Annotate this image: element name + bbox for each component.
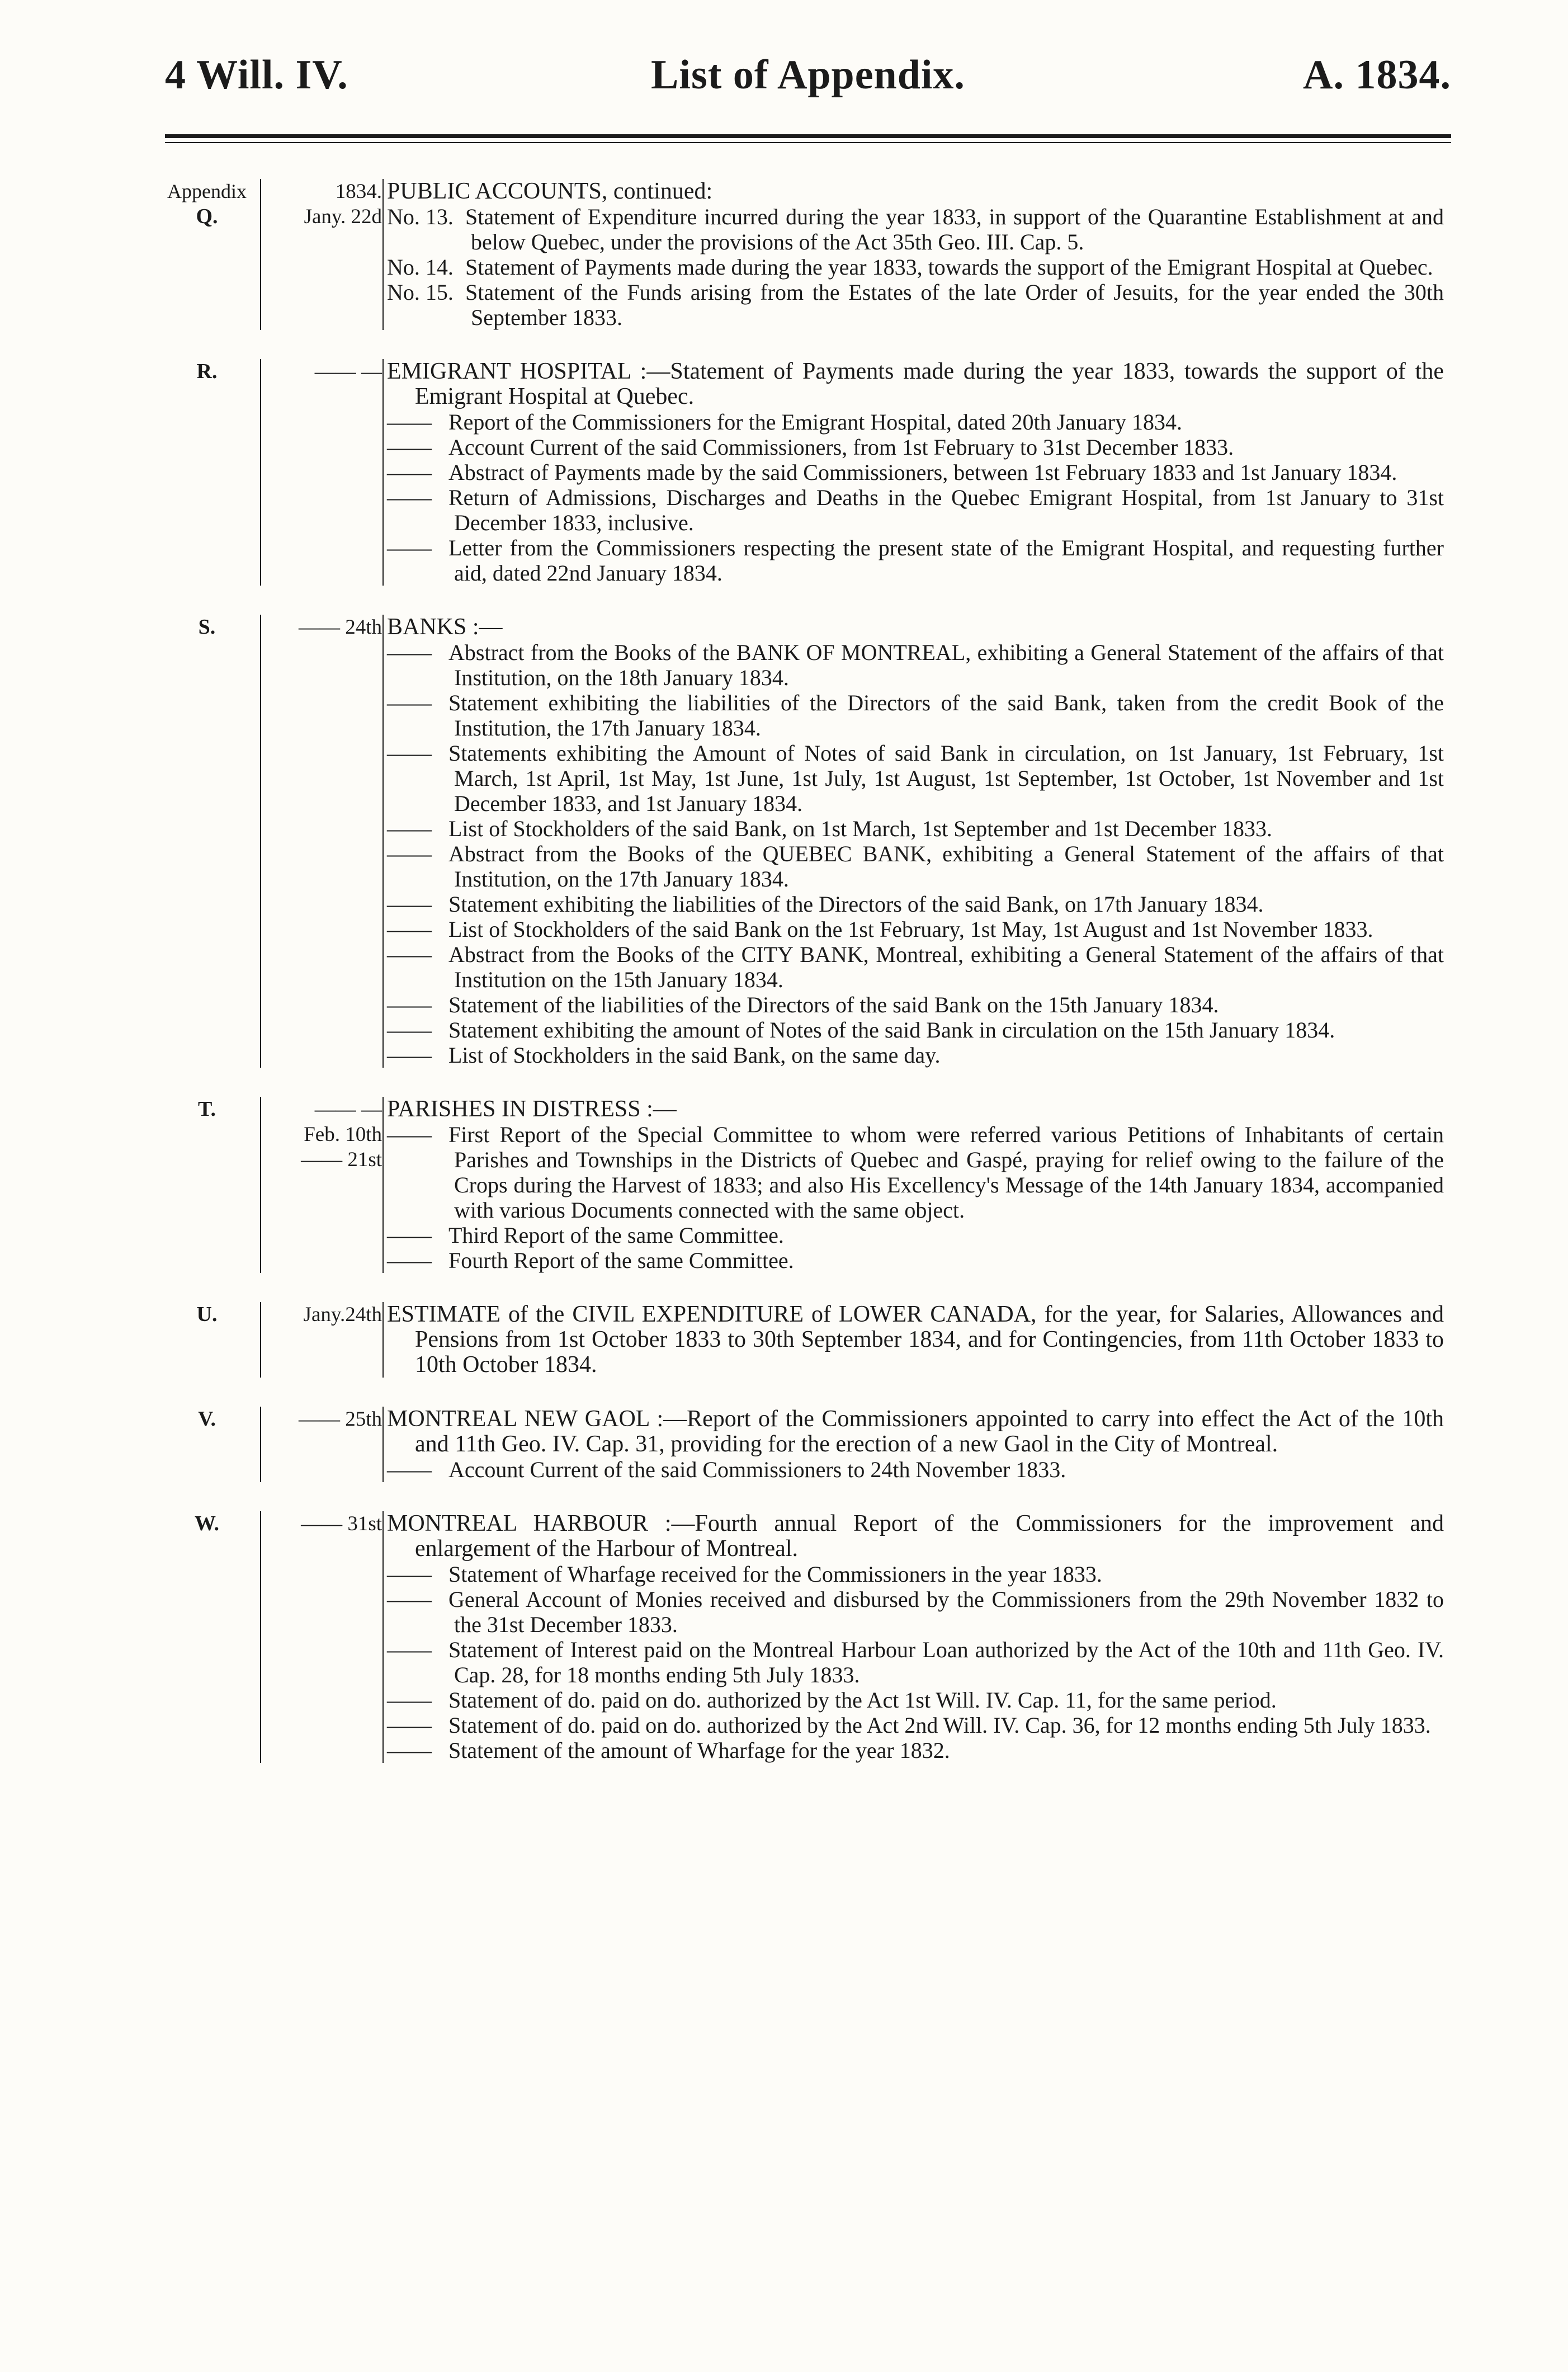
item-text: Abstract of Payments made by the said Commissioners, between 1st February 1833 and 1st January 1834. xyxy=(448,460,1397,485)
header-regnal-year: 4 Will. IV. xyxy=(165,52,348,98)
item-text: General Account of Monies received and disbursed by the Commissioners from the 29th November 1832 to the 31st December 1833. xyxy=(448,1587,1444,1637)
appendix-date-text: —— — xyxy=(314,360,382,383)
appendix-date-text: —— 31st xyxy=(301,1512,382,1535)
item-text: Account Current of the said Commissioners, from 1st February to 31st December 1833. xyxy=(448,435,1234,460)
appendix-item xyxy=(387,535,1444,586)
appendix-entry xyxy=(0,359,1568,586)
appendix-date xyxy=(262,1407,382,1432)
appendix-letter xyxy=(162,1097,252,1122)
appendix-item xyxy=(387,1122,1444,1223)
item-text: Statement of the amount of Wharfage for the year 1832. xyxy=(448,1738,950,1763)
item-lead: —— xyxy=(387,1713,432,1738)
item-date: —— 21st xyxy=(301,1148,382,1171)
appendix-item xyxy=(387,1738,1444,1763)
appendix-date xyxy=(262,179,382,229)
column-rule xyxy=(382,359,384,586)
column-rule xyxy=(260,1407,261,1482)
header-year: A. 1834. xyxy=(1303,52,1451,98)
appendix-content xyxy=(387,359,1444,586)
item-lead: —— xyxy=(387,892,432,917)
item-text: Statement of the Funds arising from the Estates of the late Order of Jesuits, for the year ended the 30th September 1833. xyxy=(465,280,1444,330)
column-rule xyxy=(382,1097,384,1273)
item-lead: No. 15. xyxy=(387,280,454,305)
item-lead: —— xyxy=(387,409,432,435)
column-rule xyxy=(260,359,261,586)
appendix-item xyxy=(387,690,1444,741)
column-rule xyxy=(260,615,261,1068)
appendix-letter xyxy=(162,615,252,640)
appendix-entry xyxy=(0,615,1568,1068)
appendix-heading: PARISHES IN DISTRESS :— xyxy=(387,1096,677,1122)
item-lead: No. 13. xyxy=(387,204,454,229)
item-lead: —— xyxy=(387,917,432,942)
item-lead: —— xyxy=(387,640,432,665)
appendix-item xyxy=(387,485,1444,535)
item-lead: —— xyxy=(387,535,432,560)
item-text: Statement of Expenditure incurred during the year 1833, in support of the Quarantine Establishment at and below Quebec, under the provisions of the Act 35th Geo. III. Cap. 5. xyxy=(465,204,1444,254)
column-rule xyxy=(260,1302,261,1378)
item-text: Statement exhibiting the liabilities of the Directors of the said Bank, on 17th January 1834. xyxy=(448,892,1264,917)
item-text: Abstract from the Books of the CITY BANK, Montreal, exhibiting a General Statement of the affairs of that Institution on the 15th January 1834. xyxy=(448,942,1444,992)
header-rule-thin xyxy=(165,142,1451,143)
appendix-item xyxy=(387,1713,1444,1738)
appendix-entry xyxy=(0,179,1568,330)
item-text: Abstract from the Books of the BANK OF MONTREAL, exhibiting a General Statement of the affairs of that Institution, on the 18th January 1834. xyxy=(448,640,1444,690)
appendix-item xyxy=(387,942,1444,992)
column-rule xyxy=(382,1511,384,1763)
appendix-heading: MONTREAL NEW GAOL :—Report of the Commissioners appointed to carry into effect the Act of the 10th and 11th Geo. IV. Cap. 31, providing for the erection of a new Gaol in the City of Montreal. xyxy=(387,1406,1444,1457)
appendix-letter-text: R. xyxy=(196,360,218,383)
item-date: Feb. 10th xyxy=(304,1123,382,1146)
appendix-item xyxy=(387,640,1444,690)
item-text: Statements exhibiting the Amount of Notes of said Bank in circulation, on 1st January, 1st February, 1st March, 1st April, 1st May, 1st June, 1st July, 1st August, 1st September, 1st October, 1st November and 1st December 1833, and 1st January 1834. xyxy=(448,741,1444,816)
appendix-list xyxy=(0,179,1568,1792)
header-title: List of Appendix. xyxy=(651,52,965,98)
appendix-entry xyxy=(0,1097,1568,1273)
appendix-date-text: —— 25th xyxy=(298,1408,382,1431)
appendix-letter xyxy=(162,1511,252,1536)
item-text: List of Stockholders in the said Bank, on the same day. xyxy=(448,1043,941,1068)
appendix-item xyxy=(387,1637,1444,1687)
item-lead: —— xyxy=(387,741,432,766)
appendix-heading: ESTIMATE of the CIVIL EXPENDITURE of LOWER CANADA, for the year, for Salaries, Allowances and Pensions from 1st October 1833 to 30th September 1834, and for Contingencies, from 11th October 1833 to 10th October 1834. xyxy=(387,1301,1444,1378)
item-lead: —— xyxy=(387,1562,432,1587)
appendix-date xyxy=(262,615,382,640)
column-rule xyxy=(382,1302,384,1378)
item-lead: —— xyxy=(387,1687,432,1713)
appendix-item xyxy=(387,892,1444,917)
appendix-letter-text: T. xyxy=(197,1097,216,1121)
item-text: Letter from the Commissioners respecting the present state of the Emigrant Hospital, and requesting further aid, dated 22nd January 1834. xyxy=(448,535,1444,586)
column-rule xyxy=(382,615,384,1068)
item-text: Statement of do. paid on do. authorized by the Act 1st Will. IV. Cap. 11, for the same period. xyxy=(448,1687,1277,1713)
appendix-letter-text: U. xyxy=(196,1303,218,1326)
item-text: First Report of the Special Committee to whom were referred various Petitions of Inhabitants of certain Parishes and Townships in the Districts of Quebec and Gaspé, praying for relief owing to the failure of the Crops during the Harvest of 1833; and also His Excellency's Message of the 14th January 1834, accompanied with various Documents connected with the same object. xyxy=(448,1122,1444,1223)
appendix-item xyxy=(387,280,1444,330)
appendix-letter xyxy=(162,1407,252,1432)
appendix-letter-text: Q. xyxy=(196,205,218,228)
appendix-date xyxy=(262,1302,382,1327)
appendix-date-text: —— 24th xyxy=(298,616,382,639)
item-text: Statement of the liabilities of the Directors of the said Bank on the 15th January 1834. xyxy=(448,992,1219,1017)
item-lead: —— xyxy=(387,1248,432,1273)
appendix-letter-text: V. xyxy=(197,1407,216,1431)
appendix-item xyxy=(387,409,1444,435)
appendix-letter-text: W. xyxy=(194,1512,219,1535)
appendix-item xyxy=(387,1043,1444,1068)
item-lead: —— xyxy=(387,1457,432,1482)
item-lead: —— xyxy=(387,1043,432,1068)
appendix-heading: EMIGRANT HOSPITAL :—Statement of Payments made during the year 1833, towards the support of the Emigrant Hospital at Quebec. xyxy=(387,359,1444,409)
appendix-content xyxy=(387,1302,1444,1378)
item-text: Statement of Wharfage received for the Commissioners in the year 1833. xyxy=(448,1562,1102,1587)
appendix-entry xyxy=(0,1302,1568,1378)
column-rule xyxy=(260,1511,261,1763)
appendix-item xyxy=(387,1223,1444,1248)
appendix-letter xyxy=(162,1302,252,1327)
item-text: Statement exhibiting the amount of Notes of the said Bank in circulation on the 15th January 1834. xyxy=(448,1017,1335,1043)
page-header xyxy=(165,51,1451,113)
appendix-item xyxy=(387,204,1444,254)
appendix-date xyxy=(262,1511,382,1536)
item-text: List of Stockholders of the said Bank, on 1st March, 1st September and 1st December 1833. xyxy=(448,816,1273,841)
appendix-item xyxy=(387,1687,1444,1713)
item-lead: —— xyxy=(387,1223,432,1248)
appendix-year: 1834. xyxy=(335,180,382,203)
item-lead: —— xyxy=(387,992,432,1017)
item-text: Abstract from the Books of the QUEBEC BANK, exhibiting a General Statement of the affairs of that Institution, on the 17th January 1834. xyxy=(448,841,1444,892)
item-lead: —— xyxy=(387,485,432,510)
item-text: Statement of do. paid on do. authorized by the Act 2nd Will. IV. Cap. 36, for 12 months ending 5th July 1833. xyxy=(448,1713,1431,1738)
item-text: Statement of Interest paid on the Montreal Harbour Loan authorized by the Act of the 10th and 11th Geo. IV. Cap. 28, for 18 months ending 5th July 1833. xyxy=(448,1637,1444,1687)
item-lead: —— xyxy=(387,1738,432,1763)
appendix-content xyxy=(387,1407,1444,1482)
item-lead: —— xyxy=(387,690,432,715)
appendix-entry xyxy=(0,1511,1568,1763)
appendix-date-text: Jany.24th xyxy=(303,1303,382,1326)
appendix-item xyxy=(387,1562,1444,1587)
column-rule xyxy=(260,1097,261,1273)
appendix-letter-text: S. xyxy=(198,615,216,639)
appendix-item xyxy=(387,1017,1444,1043)
item-text: Statement of Payments made during the year 1833, towards the support of the Emigrant Hospital at Quebec. xyxy=(465,254,1433,280)
appendix-item xyxy=(387,841,1444,892)
appendix-item xyxy=(387,741,1444,816)
appendix-heading: BANKS :— xyxy=(387,614,503,640)
item-lead: —— xyxy=(387,1122,432,1147)
appendix-content xyxy=(387,179,1444,330)
column-rule xyxy=(382,179,384,330)
appendix-date-text: —— — xyxy=(314,1098,382,1121)
item-lead: No. 14. xyxy=(387,254,454,280)
appendix-item xyxy=(387,1587,1444,1637)
appendix-item xyxy=(387,435,1444,460)
item-text: List of Stockholders of the said Bank on the 1st February, 1st May, 1st August and 1st November 1833. xyxy=(448,917,1373,942)
column-rule xyxy=(382,1407,384,1482)
appendix-heading: PUBLIC ACCOUNTS, continued: xyxy=(387,178,713,204)
appendix-content xyxy=(387,615,1444,1068)
item-text: Fourth Report of the same Committee. xyxy=(448,1248,794,1273)
item-lead: —— xyxy=(387,816,432,841)
column-rule xyxy=(260,179,261,330)
appendix-date xyxy=(262,1097,382,1122)
appendix-heading: MONTREAL HARBOUR :—Fourth annual Report of the Commissioners for the improvement and enlargement of the Harbour of Montreal. xyxy=(387,1511,1444,1562)
appendix-item xyxy=(387,992,1444,1017)
item-lead: —— xyxy=(387,1587,432,1612)
item-text: Third Report of the same Committee. xyxy=(448,1223,784,1248)
appendix-item xyxy=(387,254,1444,280)
item-text: Return of Admissions, Discharges and Deaths in the Quebec Emigrant Hospital, from 1st January to 31st December 1833, inclusive. xyxy=(448,485,1444,535)
item-lead: —— xyxy=(387,942,432,967)
item-lead: —— xyxy=(387,1637,432,1662)
item-lead: —— xyxy=(387,1017,432,1043)
appendix-letter xyxy=(162,359,252,384)
item-lead: —— xyxy=(387,435,432,460)
appendix-letter xyxy=(162,179,252,229)
item-lead: —— xyxy=(387,460,432,485)
item-text: Statement exhibiting the liabilities of the Directors of the said Bank, taken from the credit Book of the Institution, the 17th January 1834. xyxy=(448,690,1444,741)
item-text: Account Current of the said Commissioners to 24th November 1833. xyxy=(448,1457,1066,1482)
appendix-item xyxy=(387,460,1444,485)
appendix-date xyxy=(262,359,382,384)
item-text: Report of the Commissioners for the Emigrant Hospital, dated 20th January 1834. xyxy=(448,409,1182,435)
appendix-content xyxy=(387,1097,1444,1273)
header-rule-thick xyxy=(165,134,1451,138)
appendix-item xyxy=(387,816,1444,841)
appendix-entry xyxy=(0,1407,1568,1482)
item-lead: —— xyxy=(387,841,432,866)
appendix-date-text: Jany. 22d xyxy=(304,205,382,228)
appendix-item xyxy=(387,917,1444,942)
appendix-item xyxy=(387,1457,1444,1482)
appendix-content xyxy=(387,1511,1444,1763)
appendix-label: Appendix xyxy=(167,180,247,202)
appendix-item xyxy=(387,1248,1444,1273)
